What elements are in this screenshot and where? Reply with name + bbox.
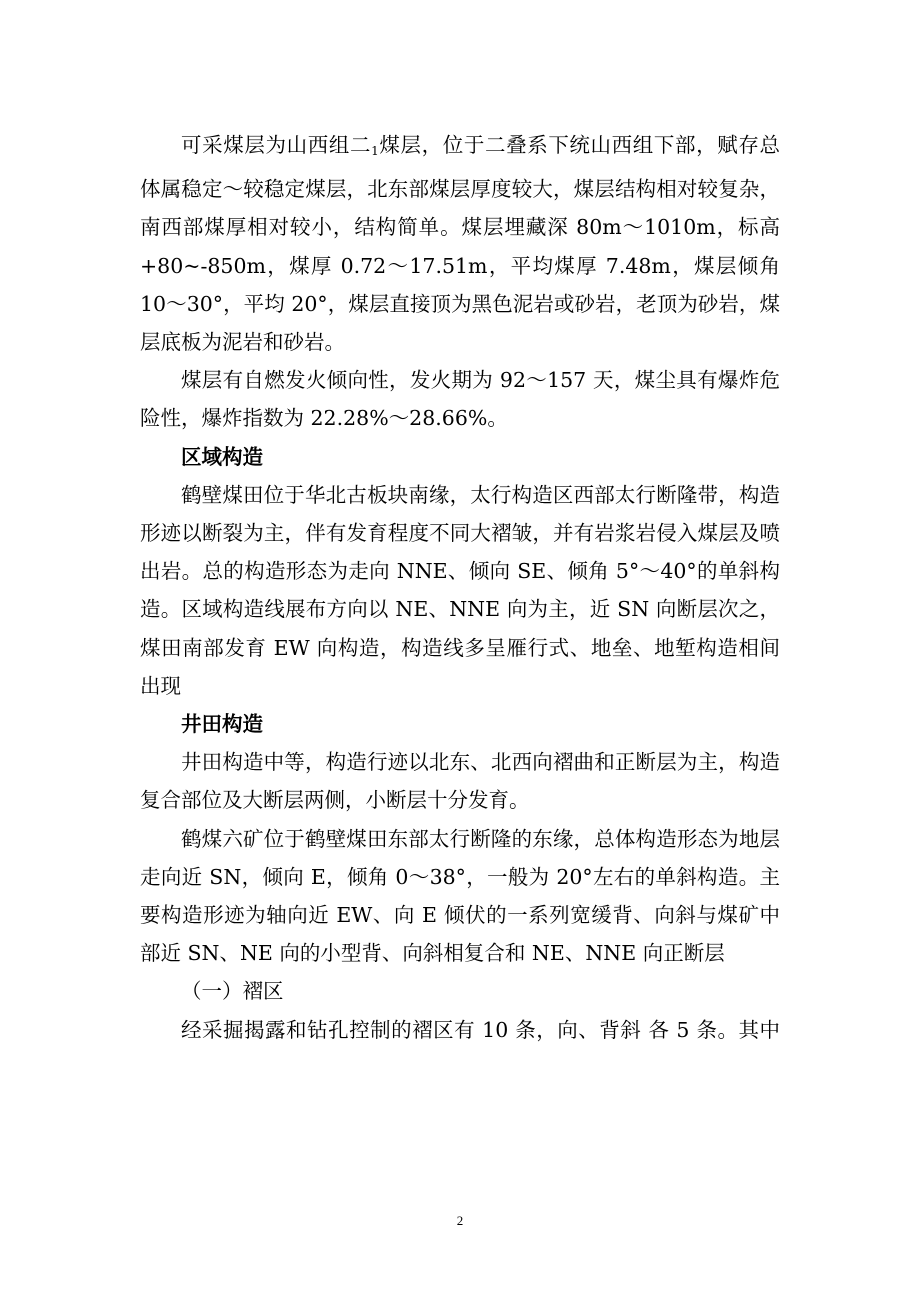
subscript: 1 (371, 144, 379, 158)
paragraph-text: 可采煤层为山西组二 (181, 133, 372, 157)
paragraph-fold-count: 经采掘揭露和钻孔控制的褶区有 10 条，向、背斜 各 5 条。其中 (181, 1017, 780, 1042)
paragraph-mine-six: 鹤煤六矿位于鹤壁煤田东部太行断隆的东缘，总体构造形态为地层走向近 SN，倾向 E，倾角 0～38°，一般为 20°左右的单斜构造。主要构造形迹为轴向近 EW、向 E 倾伏的一系列宽缓背、向斜与煤矿中部近 SN、NE 向的小型背、向斜相复合和 NE、NNE 向正断层 (140, 826, 780, 966)
paragraph-coal-seam (140, 126, 780, 361)
paragraph-spontaneous-combustion: 煤层有自燃发火倾向性，发火期为 92～157 天，煤尘具有爆炸危险性，爆炸指数为 22.28%～28.66%。 (140, 368, 780, 431)
page-number: 2 (456, 1213, 464, 1228)
heading-regional-structure: 区域构造 (181, 444, 263, 469)
paragraph-minefield-structure: 井田构造中等，构造行迹以北东、北西向褶曲和正断层为主，构造复合部位及大断层两侧，小断层十分发育。 (140, 750, 780, 813)
paragraph-text: 煤层，位于二叠系下统山西组下部，赋存总体属稳定～较稳定煤层，北东部煤层厚度较大，煤层结构相对较复杂，南西部煤厚相对较小，结构简单。煤层埋藏深 80m～1010m，标高+80~-850m，煤厚 0.72～17.51m，平均煤厚 7.48m，煤层倾角 10～30°，平均 20°，煤层直接顶为黑色泥岩或砂岩，老顶为砂岩，煤层底板为泥岩和砂岩。 (140, 133, 781, 355)
heading-minefield-structure: 井田构造 (181, 712, 263, 737)
body-text (140, 126, 780, 1049)
paragraph-regional-structure: 鹤壁煤田位于华北古板块南缘，太行构造区西部太行断隆带，构造形迹以断裂为主，伴有发育程度不同大褶皱，并有岩浆岩侵入煤层及喷出岩。总的构造形态为走向 NNE、倾向 SE、倾角 5°～40°的单斜构造。区域构造线展布方向以 NE、NNE 向为主，近 SN 向断层次之，煤田南部发育 EW 向构造，构造线多呈雁行式、地垒、地堑构造相间出现 (140, 482, 780, 698)
section-fold-zone: （一）褶区 (181, 979, 284, 1004)
